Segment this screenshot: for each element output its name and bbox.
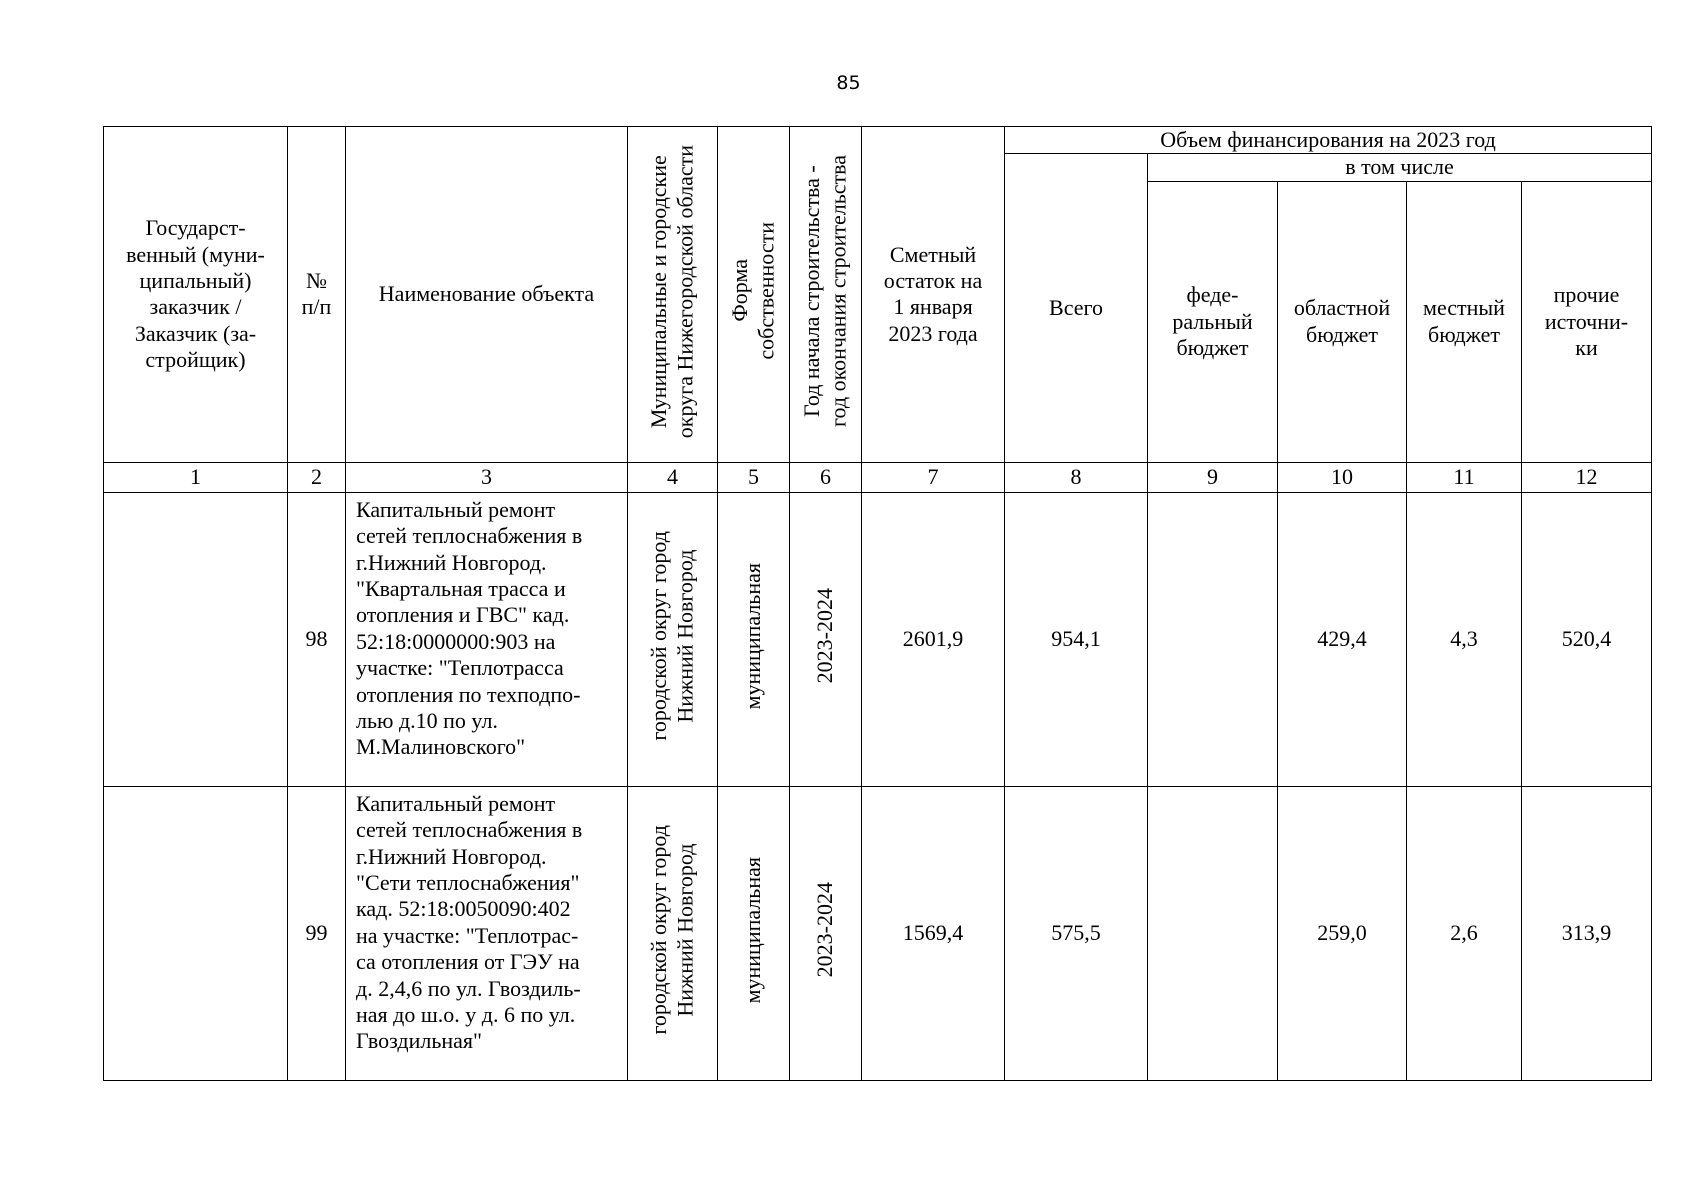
cell-regional: 259,0 <box>1278 786 1407 1080</box>
cell-balance: 2601,9 <box>862 492 1005 786</box>
cell-object-name: Капитальный ремонт сетей теплоснабжения в г.Нижний Новгород. "Квартальная трасса и отопления и ГВС" кад. 52:18:0000000:903 на участке: "Теплотрасса отопления по техподпо- лью д.10 по ул. М.Малиновского" <box>346 492 628 786</box>
column-numbers-row <box>104 462 1652 492</box>
header-ownership: Форма собственности <box>718 127 790 463</box>
header-federal: феде- ральный бюджет <box>1148 181 1278 462</box>
header-num: № п/п <box>288 127 346 463</box>
column-number: 10 <box>1278 462 1407 492</box>
cell-customer <box>104 492 288 786</box>
column-number: 4 <box>628 462 718 492</box>
cell-customer <box>104 786 288 1080</box>
cell-balance: 1569,4 <box>862 786 1005 1080</box>
column-number: 2 <box>288 462 346 492</box>
cell-municipality: городской округ город Нижний Новгород <box>628 492 718 786</box>
header-years: Год начала строительства - год окончания строительства <box>790 127 862 463</box>
cell-municipality: городской округ город Нижний Новгород <box>628 786 718 1080</box>
header-funding-group: Объем финансирования на 2023 год <box>1005 127 1652 154</box>
column-number: 7 <box>862 462 1005 492</box>
cell-local: 4,3 <box>1407 492 1522 786</box>
column-number: 8 <box>1005 462 1148 492</box>
header-customer: Государст- венный (муни- ципальный) заказчик / Заказчик (за- стройщик) <box>104 127 288 463</box>
column-number: 5 <box>718 462 790 492</box>
page-number: 85 <box>836 72 861 94</box>
header-local: местный бюджет <box>1407 181 1522 462</box>
cell-federal <box>1148 786 1278 1080</box>
cell-years: 2023-2024 <box>790 786 862 1080</box>
column-number: 3 <box>346 462 628 492</box>
cell-ownership: муниципальная <box>718 492 790 786</box>
cell-local: 2,6 <box>1407 786 1522 1080</box>
cell-object-name: Капитальный ремонт сетей теплоснабжения в г.Нижний Новгород. "Сети теплоснабжения" кад. 52:18:0050090:402 на участке: "Теплотрас- са отопления от ГЭУ на д. 2,4,6 по ул. Гвоздиль- ная до ш.о. у д. 6 по ул. Гвоздильная" <box>346 786 628 1080</box>
financing-table <box>103 126 1652 1081</box>
header-including: в том числе <box>1148 154 1652 181</box>
cell-num: 99 <box>288 786 346 1080</box>
header-balance: Сметный остаток на 1 января 2023 года <box>862 127 1005 463</box>
cell-total: 954,1 <box>1005 492 1148 786</box>
cell-federal <box>1148 492 1278 786</box>
cell-years: 2023-2024 <box>790 492 862 786</box>
column-number: 11 <box>1407 462 1522 492</box>
column-number: 9 <box>1148 462 1278 492</box>
header-municipality: Муниципальные и городские округа Нижегородской области <box>628 127 718 463</box>
column-number: 6 <box>790 462 862 492</box>
cell-regional: 429,4 <box>1278 492 1407 786</box>
column-number: 1 <box>104 462 288 492</box>
header-total: Всего <box>1005 154 1148 462</box>
cell-other: 520,4 <box>1522 492 1652 786</box>
table-row <box>104 786 1652 1080</box>
cell-ownership: муниципальная <box>718 786 790 1080</box>
column-number: 12 <box>1522 462 1652 492</box>
header-regional: областной бюджет <box>1278 181 1407 462</box>
table-row <box>104 492 1652 786</box>
cell-other: 313,9 <box>1522 786 1652 1080</box>
header-object-name: Наименование объекта <box>346 127 628 463</box>
cell-total: 575,5 <box>1005 786 1148 1080</box>
cell-num: 98 <box>288 492 346 786</box>
header-other: прочие источни- ки <box>1522 181 1652 462</box>
